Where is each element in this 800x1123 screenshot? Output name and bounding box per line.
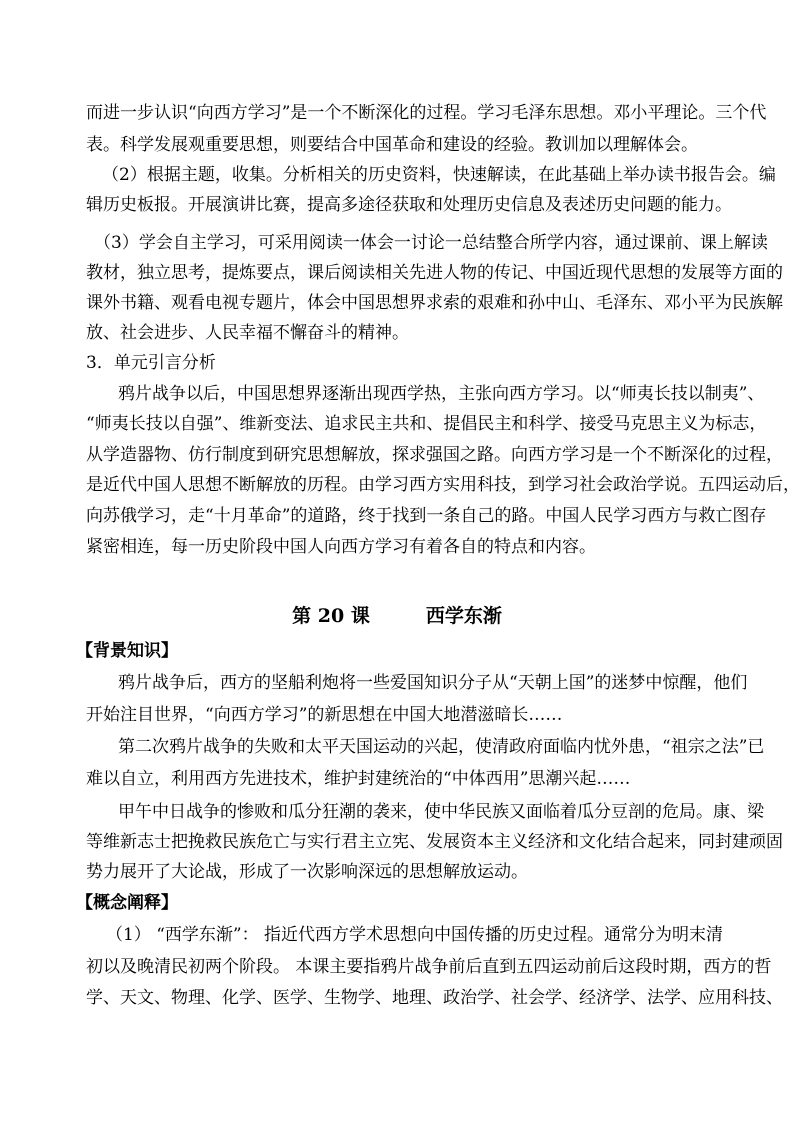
text-line: 鸦片战争以后，中国思想界逐渐出现西学热，主张向西方学习。以“师夷长技以制夷”、 [118,384,765,404]
text-line: 甲午中日战争的惨败和瓜分狂潮的袭来，使中华民族又面临着瓜分豆剖的危局。康、梁 [118,802,764,822]
text-line: 向苏俄学习，走“十月革命”的道路，终于找到一条自己的路。中国人民学习西方与救亡图存 [86,506,767,526]
text-line: 是近代中国人思想不断解放的历程。由学习西方实用科技，到学习社会政治学说。五四运动后， [86,475,800,495]
lesson-name: 西学东渐 [425,605,502,627]
text-line: 而进一步认识“向西方学习”是一个不断深化的过程。学习毛泽东思想。邓小平理论。三个代 [86,103,767,123]
text-line: 紧密相连，每一历史阶段中国人向西方学习有着各自的特点和内容。 [86,537,596,557]
text-line: 从学造器物、仿行制度到研究思想解放，探求强国之路。向西方学习是一个不断深化的过程， [86,445,783,465]
text-line: 势力展开了大论战，形成了一次影响深远的思想解放运动。 [86,862,528,882]
text-line: 第二次鸦片战争的失败和太平天国运动的兴起，使清政府面临内忧外患，“祖宗之法”已 [118,737,765,757]
text-line: 表。科学发展观重要思想，则要结合中国革命和建设的经验。教训加以理解体会。 [86,135,698,155]
concepts-heading: 【概念阐释】 [76,893,178,913]
text-line: 学、天文、物理、化学、医学、生物学、地理、政治学、社会学、经济学、法学、应用科技、 [86,988,783,1008]
text-line: 教材，独立思考，提炼要点，课后阅读相关先进人物的传记、中国近现代思想的发展等方面的 [86,263,783,283]
text-line: （3）学会自主学习，可采用阅读一体会一讨论一总结整合所学内容，通过课前、课上解读 [94,233,768,253]
text-line: 课外书籍、观看电视专题片，体会中国思想界求索的艰难和孙中山、毛泽东、邓小平为民族解 [86,293,783,313]
lesson-number: 第 20 课 [292,605,370,627]
text-line: 辑历史板报。开展演讲比赛，提高多途径获取和处理历史信息及表述历史问题的能力。 [86,195,732,215]
text-line: （1） “西学东渐”： 指近代西方学术思想向中国传播的历史过程。通常分为明末清 [106,925,724,945]
text-line: 放、社会进步、人民幸福不懈奋斗的精神。 [86,323,409,343]
section-heading: 3．单元引言分析 [86,353,216,373]
lesson-title [0,602,794,630]
text-line: （2）根据主题，收集。分析相关的历史资料，快速解读，在此基础上举办读书报告会。编 [102,165,776,185]
text-line: 开始注目世界，“向西方学习”的新思想在中国大地潜滋暗长…… [86,705,563,725]
background-heading: 【背景知识】 [76,641,178,661]
text-line: 等维新志士把挽救民族危亡与实行君主立宪、发展资本主义经济和文化结合起来，同封建顽固 [86,832,783,852]
text-line: 初以及晚清民初两个阶段。 本课主要指鸦片战争前后直到五四运动前后这段时期，西方的哲 [86,957,772,977]
text-line: “师夷长技以自强”、维新变法、追求民主共和、提倡民主和科学、接受马克思主义为标志， [86,414,767,434]
text-line: 难以自立，利用西方先进技术，维护封建统治的“中体西用”思潮兴起…… [86,769,631,789]
text-line: 鸦片战争后，西方的坚船利炮将一些爱国知识分子从“天朝上国”的迷梦中惊醒，他们 [118,673,748,693]
